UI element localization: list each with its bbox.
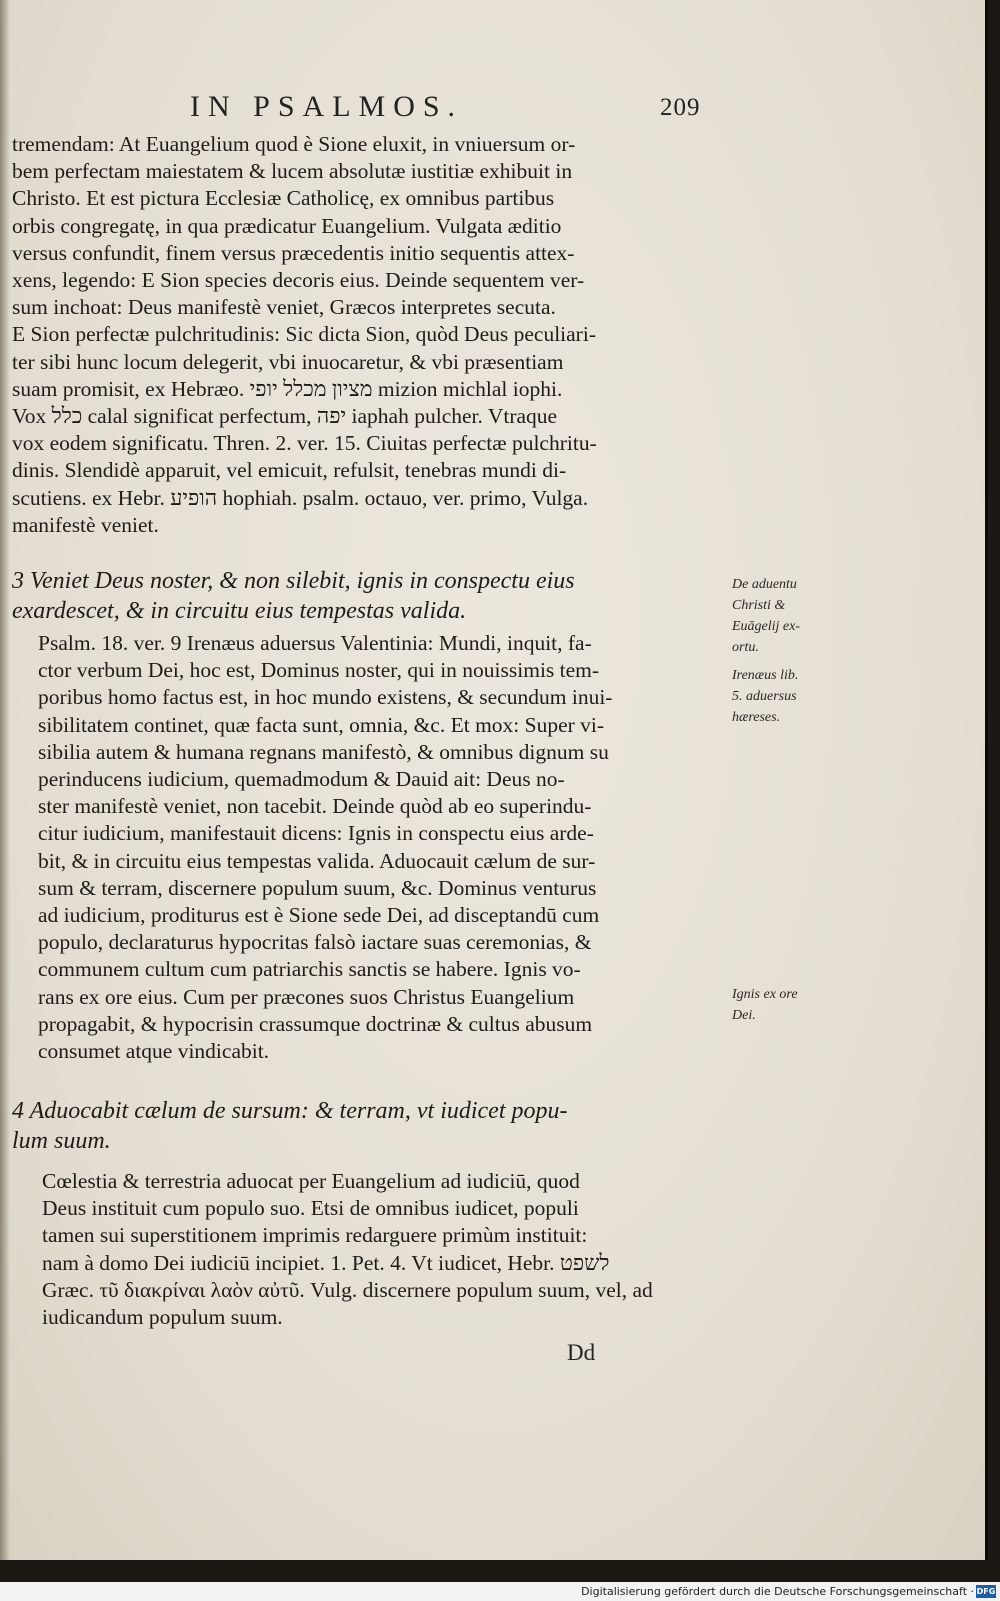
text-line: ter sibi hunc locum delegerit, vbi inuocaretur, & vbi præsentiam bbox=[12, 349, 564, 374]
margin-note-line: De aduentu bbox=[732, 577, 797, 592]
text-line: iudicandum populum suum. bbox=[42, 1305, 283, 1330]
margin-note-line: Irenæus lib. bbox=[732, 668, 799, 683]
text-line: vox eodem significatu. Thren. 2. ver. 15. Ciuitas perfectæ pulchritu- bbox=[12, 431, 597, 456]
text-line: Vox כלל calal significat perfectum, יפה iaphah pulcher. Vtraque bbox=[12, 404, 558, 429]
text-line: versus confundit, finem versus præcedentis initio sequentis attex- bbox=[12, 240, 575, 265]
funding-credit: Digitalisierung gefördert durch die Deutsche Forschungsgemeinschaft · bbox=[581, 1585, 974, 1598]
text-line: sum & terram, discernere populum suum, &c. Dominus venturus bbox=[38, 875, 597, 900]
text-line: Psalm. 18. ver. 9 Irenæus aduersus Valentinia: Mundi, inquit, fa- bbox=[38, 631, 592, 655]
margin-note-irenaeus bbox=[732, 665, 832, 728]
text-line: propagabit, & hypocrisin crassumque doctrinæ & cultus abusum bbox=[38, 1011, 593, 1036]
verse-line: 4 Aduocabit cælum de sursum: & terram, vt iudicet popu- bbox=[12, 1098, 568, 1124]
text-line: bit, & in circuitu eius tempestas valida. Aduocauit cælum de sur- bbox=[38, 848, 596, 873]
text-line: Deus instituit cum populo suo. Etsi de omnibus iudicet, populi bbox=[42, 1196, 579, 1221]
text-line: E Sion perfectæ pulchritudinis: Sic dicta Sion, quòd Deus peculiari- bbox=[12, 322, 596, 347]
margin-note-line: Dei. bbox=[732, 1008, 756, 1023]
verse-line: lum suum. bbox=[12, 1128, 111, 1154]
digitization-footer bbox=[0, 1582, 1000, 1601]
text-line: consumet atque vindicabit. bbox=[38, 1039, 270, 1064]
text-line: rans ex ore eius. Cum per præcones suos Christus Euangelium bbox=[38, 984, 575, 1009]
text-line: suam promisit, ex Hebræo. מציון מכלל יופי mizion michlal iophi. bbox=[12, 376, 563, 401]
text-line: scutiens. ex Hebr. הופיע hophiah. psalm. octauo, ver. primo, Vulga. bbox=[12, 485, 589, 510]
page-gutter-shadow bbox=[0, 0, 10, 1560]
text-line: dinis. Slendidè apparuit, vel emicuit, refulsit, tenebras mundi di- bbox=[12, 458, 567, 483]
running-head: IN PSALMOS. bbox=[190, 90, 464, 123]
text-line: perinducens iudicium, quemadmodum & Dauid ait: Deus no- bbox=[38, 767, 565, 792]
psalm-verse-3 bbox=[12, 566, 724, 626]
text-line: ster manifestè veniet, non tacebit. Deinde quòd ab eo superindu- bbox=[38, 794, 592, 819]
text-line: nam à domo Dei iudiciū incipiet. 1. Pet. 4. Vt iudicet, Hebr. לשפט bbox=[42, 1250, 610, 1275]
commentary-paragraph-2 bbox=[12, 630, 724, 1065]
text-line: sibilia autem & humana regnans manifestò, & omnibus dignum su bbox=[38, 739, 609, 764]
text-line: tamen sui superstitionem imprimis redarguere primùm instituit: bbox=[42, 1223, 588, 1248]
margin-note-line: ortu. bbox=[732, 640, 759, 655]
psalm-verse-4 bbox=[12, 1096, 724, 1156]
text-line: Græc. τῦ διακρίναι λαὸν αὐτῦ. Vulg. discernere populum suum, vel, ad bbox=[42, 1277, 653, 1302]
verse-line: 3 Veniet Deus noster, & non silebit, ignis in conspectu eius bbox=[12, 568, 575, 594]
text-line: poribus homo factus est, in hoc mundo existens, & secundum inui- bbox=[38, 685, 613, 710]
text-line: populo, declaraturus hypocritas falsò iactare suas ceremonias, & bbox=[38, 930, 592, 955]
page-number: 209 bbox=[660, 94, 701, 121]
margin-note-ignis bbox=[732, 984, 832, 1026]
catchword: Dd bbox=[567, 1340, 596, 1365]
text-line: Cœlestia & terrestria aduocat per Euangelium ad iudiciū, quod bbox=[42, 1169, 580, 1193]
text-line: Christo. Et est pictura Ecclesiæ Catholicę, ex omnibus partibus bbox=[12, 186, 555, 211]
commentary-paragraph-3 bbox=[12, 1168, 724, 1331]
text-line: tremendam: At Euangelium quod è Sione eluxit, in vniuersum or- bbox=[12, 132, 576, 156]
text-line: manifestè veniet. bbox=[12, 512, 159, 537]
text-line: sum inchoat: Deus manifestè veniet, Græcos interpretes secuta. bbox=[12, 295, 556, 320]
margin-note-advent bbox=[732, 574, 832, 658]
text-line: ctor verbum Dei, hoc est, Dominus noster, qui in nouissimis tem- bbox=[38, 658, 600, 683]
text-line: ad iudicium, proditurus est è Sione sede Dei, ad disceptandū cum bbox=[38, 903, 600, 928]
text-line: sibilitatem continet, quæ facta sunt, omnia, &c. Et mox: Super vi- bbox=[38, 712, 605, 737]
margin-note-line: Christi & bbox=[732, 598, 786, 613]
dfg-logo-icon: DFG bbox=[976, 1587, 996, 1596]
margin-note-line: Euāgelij ex- bbox=[732, 619, 801, 634]
text-line: communem cultum cum patriarchis sanctis se habere. Ignis vo- bbox=[38, 957, 581, 982]
margin-note-line: 5. aduersus bbox=[732, 689, 797, 704]
text-line: bem perfectam maiestatem & lucem absolutæ iustitiæ exhibuit in bbox=[12, 159, 573, 184]
text-line: orbis congregatę, in qua prædicatur Euangelium. Vulgata æditio bbox=[12, 213, 562, 238]
margin-note-line: Ignis ex ore bbox=[732, 987, 798, 1002]
margin-note-line: hæreses. bbox=[732, 710, 781, 725]
commentary-paragraph-1 bbox=[12, 131, 724, 539]
text-line: citur iudicium, manifestauit dicens: Ignis in conspectu eius arde- bbox=[38, 821, 594, 846]
verse-line: exardescet, & in circuitu eius tempestas valida. bbox=[12, 598, 467, 624]
text-line: xens, legendo: E Sion species decoris eius. Deinde sequentem ver- bbox=[12, 268, 585, 293]
